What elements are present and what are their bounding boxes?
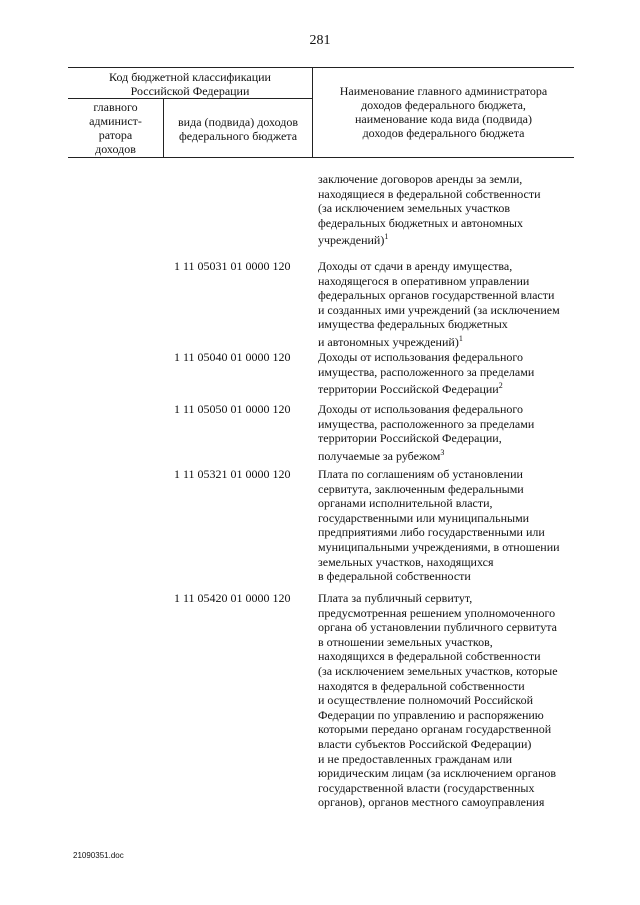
header-bottom-rule — [68, 157, 574, 158]
header-top-rule — [68, 67, 574, 68]
header-group-rule — [68, 98, 312, 99]
footnote-mark: 3 — [440, 447, 445, 457]
table-row-name: Плата за публичный сервитут, предусмотренная решением уполномоченного органа об установлении публичного сервитута в отношении земельных участков, находящихся в федеральной собственности (за исключением земельных участков, которые находятся в федеральной собственности и осуществление полномочий Российской Федерации по управлению и распоряжению которыми передано органам государственной власти субъектов Российской Федерации) и не предоставленных гражданам или юридическим лицам (за исключением органов государственной власти (государственных органов), органов местного самоуправления — [318, 591, 558, 810]
page-number: 281 — [309, 33, 331, 48]
table-row-name: Доходы от использования федерального имущества, расположенного за пределами территории Российской Федерации$^2$ — [318, 350, 535, 397]
table-row-name: Доходы от сдачи в аренду имущества, находящегося в оперативном управлении федеральных органов государственной власти и созданных ими учреждений (за исключением имущества федеральных бюджетных и автономных учреждений)$^1$ — [318, 259, 560, 349]
table-row-code: 1 11 05040 01 0000 120 — [174, 350, 291, 364]
table-row-code: 1 11 05031 01 0000 120 — [174, 259, 291, 273]
footnote-mark: 1 — [384, 232, 389, 242]
table-row-code: 1 11 05050 01 0000 120 — [174, 402, 291, 416]
table-row-name: Плата по соглашениям об установлении сервитута, заключенным федеральными органами исполнительной власти, государственными или муниципальными предприятиями либо государственными или муниципальными учреждениями, в отношении земельных участков, находящихся в федеральной собственности — [318, 467, 560, 584]
header-col-income-type: вида (подвида) доходов федерального бюджета — [178, 115, 298, 143]
table-row-name: заключение договоров аренды за земли, находящиеся в федеральной собственности (за исключением земельных участков федеральных бюджетных и автономных учреждений)$^1$ — [318, 172, 541, 248]
table-row-code: 1 11 05420 01 0000 120 — [174, 591, 291, 605]
footnote-mark: 1 — [458, 333, 463, 343]
table-row-name: Доходы от использования федерального имущества, расположенного за пределами территории Российской Федерации, получаемые за рубежом$^3$ — [318, 402, 535, 463]
header-col-name: Наименование главного администратора доходов федерального бюджета, наименование кода вида (подвида) доходов федерального бюджета — [339, 84, 548, 140]
footnote-mark: 2 — [498, 381, 503, 391]
table-row-code: 1 11 05321 01 0000 120 — [174, 467, 291, 481]
document-filename: 21090351.doc — [73, 851, 124, 860]
header-col-administrator: главного админист- ратора доходов — [89, 100, 142, 156]
header-group-title: Код бюджетной классификации Российской Федерации — [109, 70, 271, 98]
